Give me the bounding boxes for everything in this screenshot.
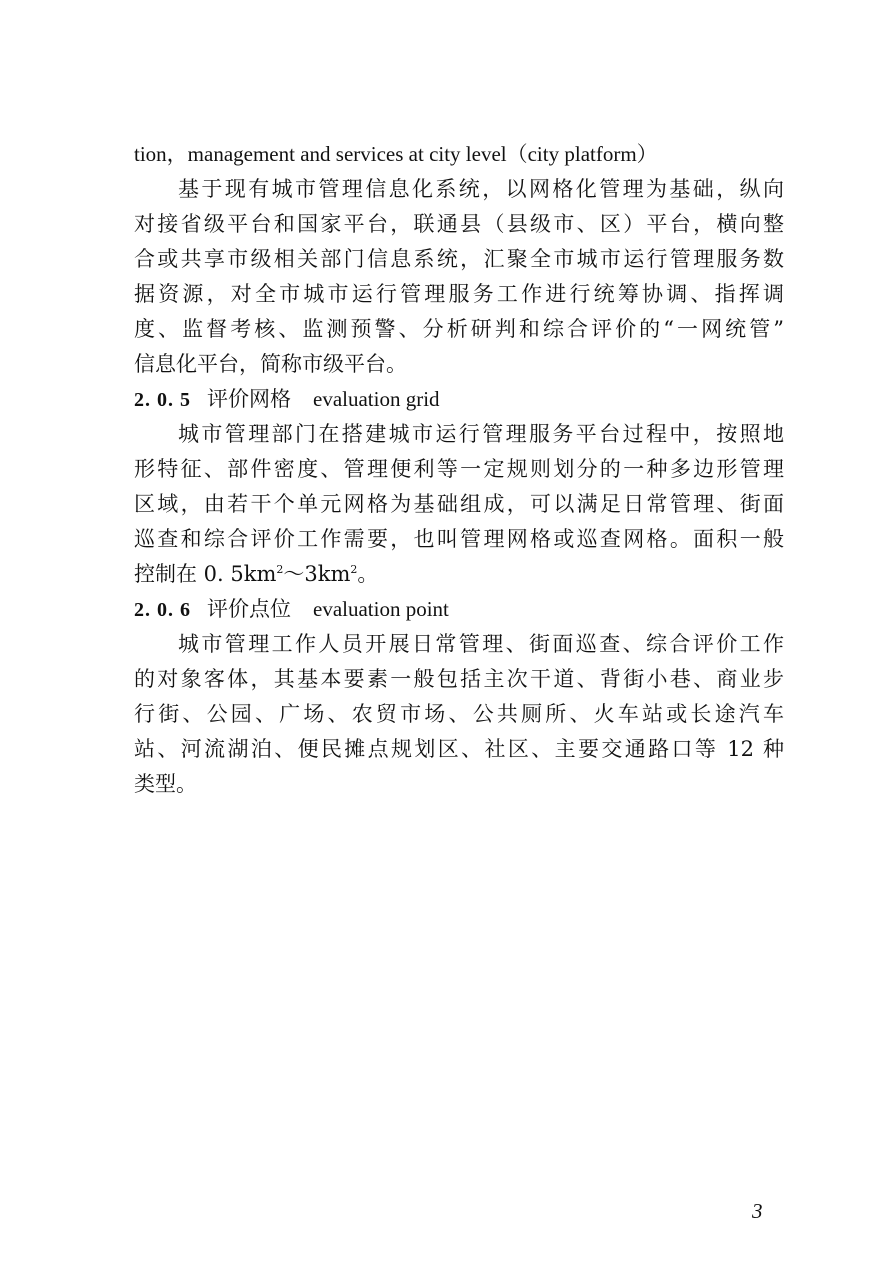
paragraph-line: 对接省级平台和国家平台，联通县（县级市、区）平台，横向整	[134, 212, 784, 236]
superscript: 2	[276, 563, 284, 576]
paragraph-line: 的对象客体，其基本要素一般包括主次干道、背街小巷、商业步	[134, 667, 784, 691]
paragraph-line: 形特征、部件密度、管理便利等一定规则划分的一种多边形管理	[134, 457, 784, 481]
clause-heading	[134, 594, 449, 624]
clause-title-en: evaluation point	[313, 597, 449, 621]
area-range-line	[134, 559, 378, 589]
paragraph-line: 据资源，对全市城市运行管理服务工作进行统筹协调、指挥调	[134, 282, 784, 306]
paragraph-line: 度、监督考核、监测预警、分析研判和综合评价的“一网统管”	[134, 317, 784, 341]
superscript: 2	[350, 563, 358, 576]
paragraph-line: 信息化平台，简称市级平台。	[134, 352, 407, 376]
paragraph-line: 巡查和综合评价工作需要，也叫管理网格或巡查网格。面积一般	[134, 527, 784, 551]
continuation-line: tion，management and services at city level（city platform）	[134, 142, 658, 166]
paragraph-line: 城市管理部门在搭建城市运行管理服务平台过程中，按照地	[178, 422, 784, 446]
paragraph-line: 城市管理工作人员开展日常管理、街面巡查、综合评价工作	[178, 632, 784, 656]
clause-title-en: evaluation grid	[313, 387, 440, 411]
paragraph-line: 基于现有城市管理信息化系统，以网格化管理为基础，纵向	[178, 177, 784, 201]
paragraph-line: 站、河流湖泊、便民摊点规划区、社区、主要交通路口等 12 种	[134, 737, 784, 761]
clause-number: 2. 0. 5	[134, 389, 191, 411]
clause-title: 评价网格	[207, 387, 291, 411]
clause-number: 2. 0. 6	[134, 599, 191, 621]
paragraph-line: 类型。	[134, 772, 197, 796]
paragraph-line: 合或共享市级相关部门信息系统，汇聚全市城市运行管理服务数	[134, 247, 784, 271]
clause-title: 评价点位	[207, 597, 291, 621]
area-range-suffix: 。	[357, 562, 379, 586]
clause-heading	[134, 384, 440, 414]
area-range-prefix: 控制在 0. 5km	[134, 562, 277, 586]
paragraph-line: 区域，由若干个单元网格为基础组成，可以满足日常管理、街面	[134, 492, 784, 516]
paragraph-line: 行街、公园、广场、农贸市场、公共厕所、火车站或长途汽车	[134, 702, 784, 726]
area-range-mid: ～3km	[283, 562, 351, 586]
page-number: 3	[752, 1199, 763, 1223]
